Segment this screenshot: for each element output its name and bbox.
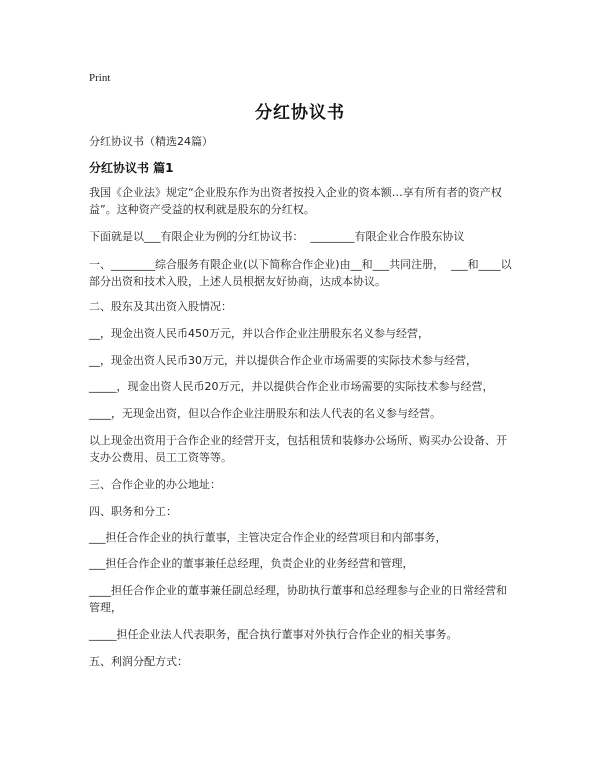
paragraph-clause-1: 一、________综合服务有限企业(以下简称合作企业)由__和___共同注册， ___和____以部分出资和技术入股，上述人员根据友好协商，达成本协议。 (89, 258, 512, 288)
document-subtitle: 分红协议书（精选24篇） (89, 135, 213, 148)
document-title: 分红协议书 (255, 103, 345, 123)
paragraph-capital-use: 以上现金出资用于合作企业的经营开支，包括租赁和装修办公场所、购买办公设备、开支办公费用、员工工资等等。 (89, 434, 507, 464)
paragraph-duty-3: ____担任合作企业的董事兼任副总经理，协助执行董事和总经理参与企业的日常经营和管理， (89, 584, 507, 614)
paragraph-agreement-line: 下面就是以___有限企业为例的分红协议书： ________有限企业合作股东协议 (89, 230, 465, 243)
print-link[interactable]: Print (89, 72, 111, 84)
paragraph-clause-2: 二、股东及其出资入股情况： (89, 300, 232, 313)
paragraph-clause-5: 五、利润分配方式： (89, 655, 188, 668)
paragraph-intro: 我国《企业法》规定“企业股东作为出资者按投入企业的资本额…享有所有者的资产权益”。这种资产受益的权利就是股东的分红权。 (89, 186, 502, 216)
paragraph-clause-3: 三、合作企业的办公地址： (89, 478, 221, 491)
paragraph-shareholder-3: _____，现金出资人民币20万元，并以提供合作企业市场需要的实际技术参与经营， (89, 380, 494, 393)
paragraph-duty-1: ___担任合作企业的执行董事，主管决定合作企业的经营项目和内部事务， (89, 531, 447, 544)
paragraph-shareholder-4: ____，无现金出资，但以合作企业注册股东和法人代表的名义参与经营。 (89, 407, 441, 420)
paragraph-clause-4: 四、职务和分工： (89, 505, 177, 518)
paragraph-duty-2: ___担任合作企业的董事兼任总经理，负责企业的业务经营和管理， (89, 557, 414, 570)
paragraph-shareholder-1: __，现金出资人民币450万元，并以合作企业注册股东名义参与经营， (89, 327, 429, 340)
section-heading: 分红协议书 篇1 (89, 161, 174, 175)
paragraph-shareholder-2: __，现金出资人民币30万元，并以提供合作企业市场需要的实际技术参与经营， (89, 354, 477, 367)
paragraph-duty-4: _____担任企业法人代表职务，配合执行董事对外执行合作企业的相关事务。 (89, 628, 458, 641)
